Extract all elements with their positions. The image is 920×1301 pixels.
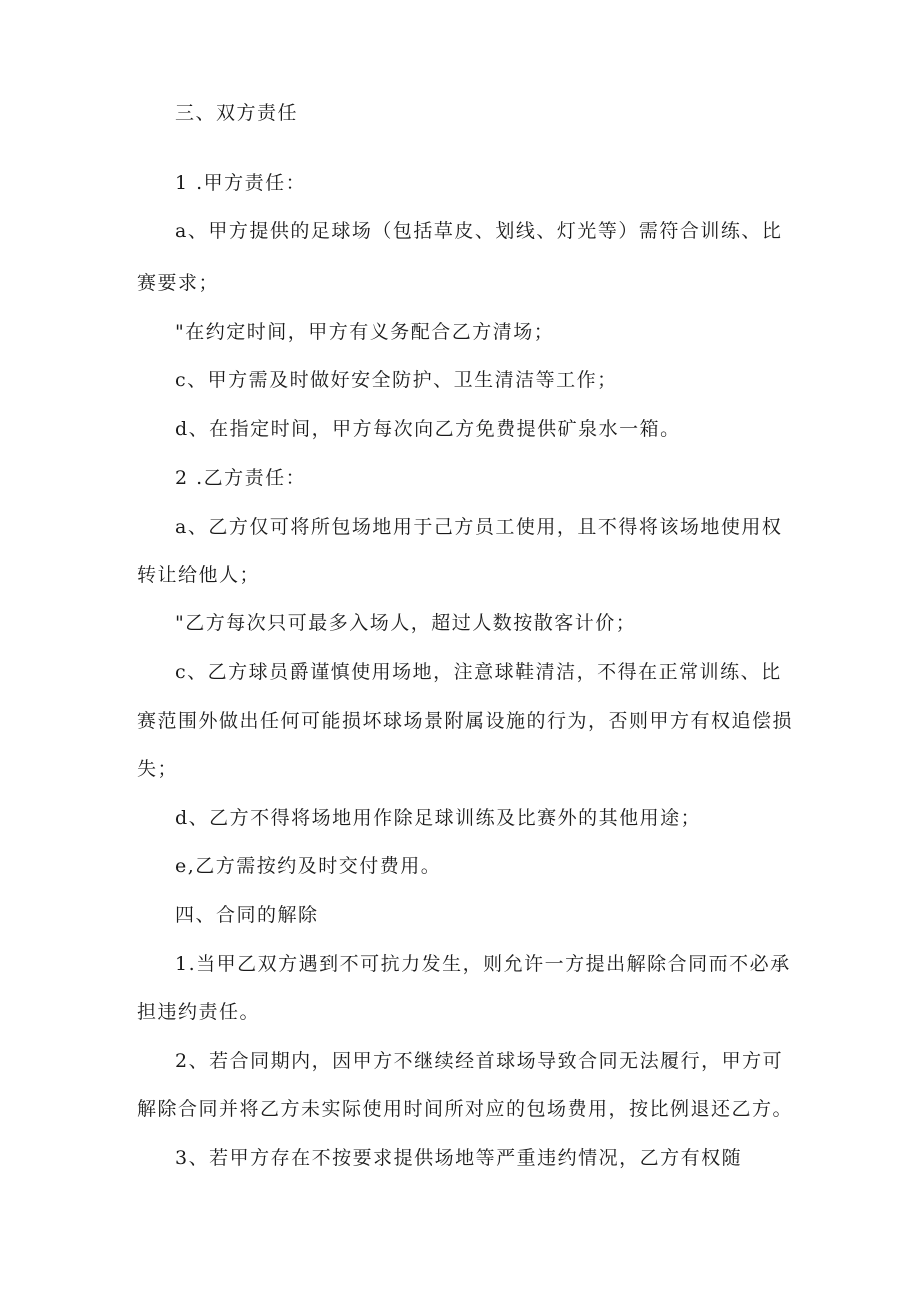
paragraph-line: 2、若合同期内，因甲方不继续经首球场导致合同无法履行，甲方可 bbox=[175, 1050, 784, 1072]
paragraph-line: "乙方每次只可最多入场人，超过人数按散客计价； bbox=[175, 612, 637, 634]
paragraph-line: 转让给他人； bbox=[137, 564, 261, 586]
subsection-heading-party-b: 2 .乙方责任： bbox=[175, 467, 307, 489]
paragraph-line: 担违约责任。 bbox=[137, 1001, 261, 1023]
paragraph-line: a、乙方仅可将所包场地用于己方员工使用，且不得将该场地使用权 bbox=[175, 516, 783, 538]
paragraph-line: 赛范围外做出任何可能损坏球场景附属设施的行为，否则甲方有权追偿损 bbox=[137, 710, 794, 732]
paragraph-line: "在约定时间，甲方有义务配合乙方清场； bbox=[175, 321, 555, 343]
paragraph-line: 3、若甲方存在不按要求提供场地等严重违约情况，乙方有权随 bbox=[175, 1147, 743, 1169]
paragraph-line: e,乙方需按约及时交付费用。 bbox=[175, 855, 442, 877]
paragraph-line: 失； bbox=[137, 758, 179, 780]
paragraph-line: c、甲方需及时做好安全防护、卫生清洁等工作； bbox=[175, 369, 618, 391]
paragraph-line: a、甲方提供的足球场（包括草皮、划线、灯光等）需符合训练、比 bbox=[175, 220, 783, 242]
subsection-heading-party-a: 1 .甲方责任： bbox=[175, 172, 307, 194]
paragraph-line: 赛要求； bbox=[137, 272, 220, 294]
paragraph-line: 1.当甲乙双方遇到不可抗力发生，则允许一方提出解除合同而不必承 bbox=[175, 953, 791, 975]
section-heading-responsibilities: 三、双方责任 bbox=[175, 102, 299, 124]
paragraph-line: 解除合同并将乙方未实际使用时间所对应的包场费用，按比例退还乙方。 bbox=[137, 1098, 794, 1120]
paragraph-line: d、在指定时间，甲方每次向乙方免费提供矿泉水一箱。 bbox=[175, 418, 681, 440]
section-heading-termination: 四、合同的解除 bbox=[175, 904, 319, 926]
paragraph-line: c、乙方球员爵谨慎使用场地，注意球鞋清洁，不得在正常训练、比 bbox=[175, 661, 782, 683]
paragraph-line: d、乙方不得将场地用作除足球训练及比赛外的其他用途； bbox=[175, 807, 702, 829]
